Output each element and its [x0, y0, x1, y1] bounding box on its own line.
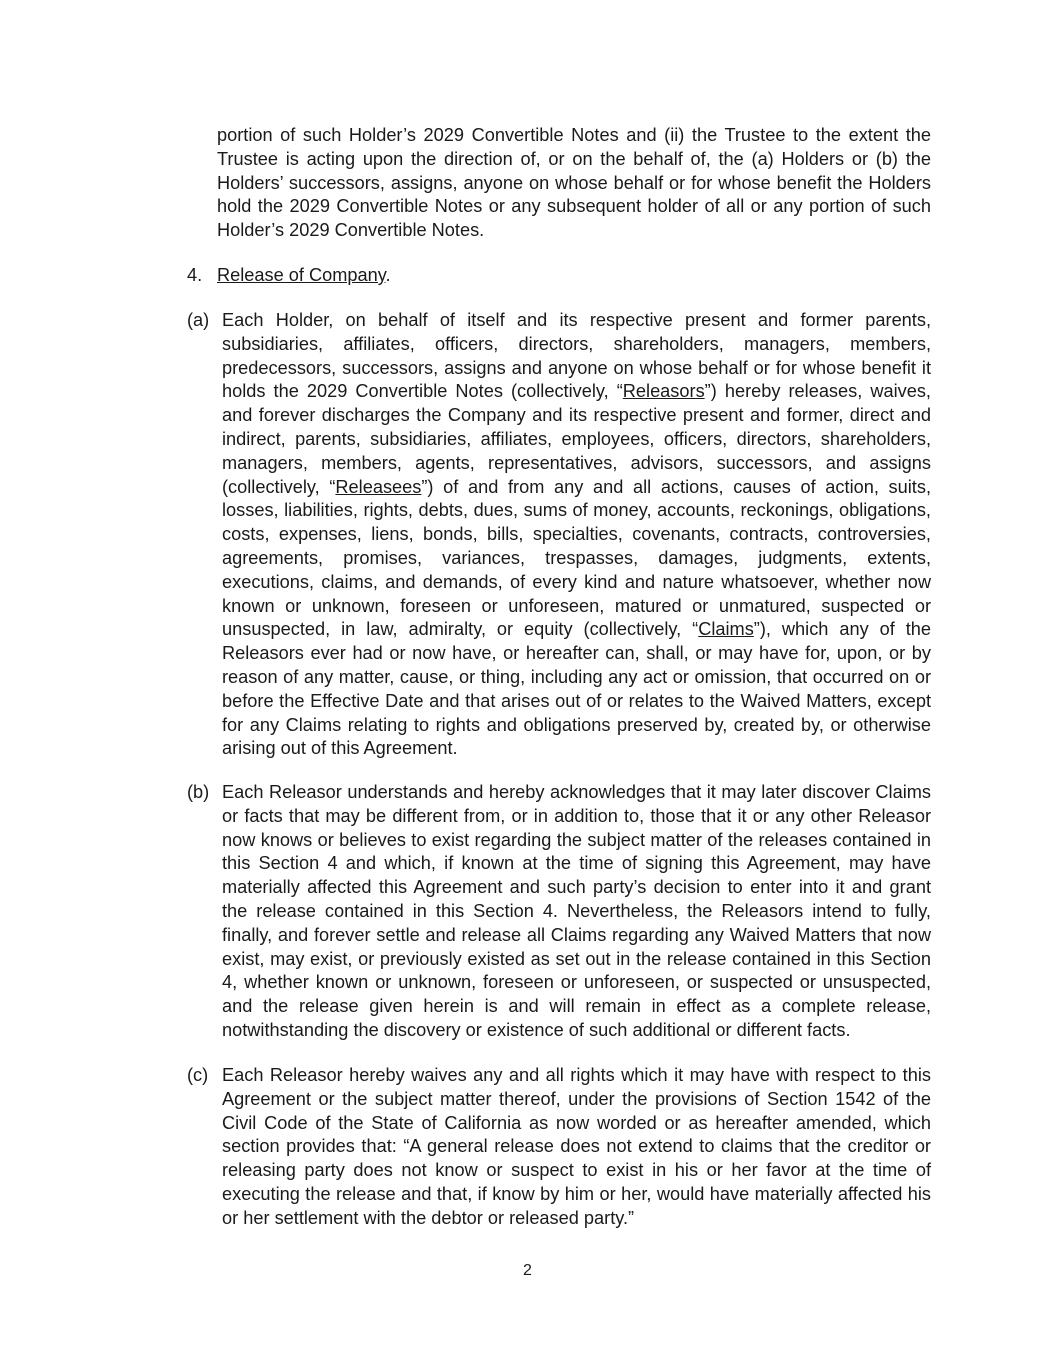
- section-number: 4.: [187, 265, 203, 285]
- release-clause-c: [187, 1064, 931, 1231]
- clause-body-c: Each Releasor hereby waives any and all rights which it may have with respect to this Agreement or the subject matter thereof, under the provisions of Section 1542 of the Civil Code of the State of California as now worded or as hereafter amended, which section provides that: “A general release does not extend to claims that the creditor or releasing party does not know or suspect to exist in his or her favor at the time of executing the release and that, if know by him or her, would have materially affected his or her settlement with the debtor or released party.”: [222, 1065, 931, 1228]
- defined-term-releasees: Releasees: [335, 476, 422, 497]
- clause-body-a: [222, 309, 931, 761]
- clause-a-text-4: ”), which any of the Releasors ever had or now have, or hereafter can, shall, or may have for, upon, or by reason of any matter, cause, or thing, including any act or omission, that occurred on or before the Effective Date and that arises out of or relates to the Waived Matters, except for any Claims relating to rights and obligations preserved by, created by, or otherwise arising out of this Agreement.: [222, 619, 932, 759]
- clause-label-c: (c): [187, 1065, 209, 1085]
- clause-label-a: (a): [187, 310, 210, 330]
- clause-body-b: Each Releasor understands and hereby acknowledges that it may later discover Claims or facts that may be different from, or in addition to, those that it or any other Releasor now knows or believes to exist regarding the subject matter of the releases contained in this Section 4 and which, if known at the time of signing this Agreement, may have materially affected this Agreement and such party’s decision to enter into it and grant the release contained in this Section 4. Nevertheless, the Releasors intend to fully, finally, and forever settle and release all Claims regarding any Waived Matters that now exist, may exist, or previously existed as set out in the release contained in this Section 4, whether known or unknown, foreseen or unforeseen, or suspected or unsuspected, and the release given herein is and will remain in effect as a complete release, notwithstanding the discovery or existence of such additional or different facts.: [222, 782, 931, 1040]
- release-clause-a: [187, 309, 931, 761]
- clause-label-b: (b): [187, 782, 210, 802]
- section-heading: [187, 264, 391, 288]
- section-title-period: .: [385, 265, 391, 285]
- section-title: Release of Company: [217, 265, 386, 285]
- release-clause-b: [187, 781, 931, 1043]
- page-number: 2: [523, 1262, 532, 1279]
- clause-a-text-2: ”) hereby releases, waives, and forever discharges the Company and its respective present and former, direct and indirect, parents, subsidiaries, affiliates, employees, officers, directors, shareholders, managers, members, agents, representatives, advisors, successors, and assigns (collectively, “: [222, 381, 931, 497]
- clause-a-text-1: Each Holder, on behalf of itself and its respective present and former parents, subsidiaries, affiliates, officers, directors, shareholders, managers, members, predecessors, successors, assigns and anyone on whose behalf or for whose benefit it holds the 2029 Convertible Notes (collectively, “: [222, 310, 931, 402]
- defined-term-claims: Claims: [698, 619, 754, 640]
- defined-term-releasors: Releasors: [622, 381, 705, 402]
- continuation-paragraph: portion of such Holder’s 2029 Convertible Notes and (ii) the Trustee to the extent the Trustee is acting upon the direction of, or on the behalf of, the (a) Holders or (b) the Holders’ successors, assigns, anyone on whose behalf or for whose benefit the Holders hold the 2029 Convertible Notes or any subsequent holder of all or any portion of such Holder’s 2029 Convertible Notes.: [217, 125, 931, 241]
- clause-a-text-3: ”) of and from any and all actions, causes of action, suits, losses, liabilities, rights, debts, dues, sums of money, accounts, reckonings, obligations, costs, expenses, liens, bonds, bills, specialties, covenants, contracts, controversies, agreements, promises, variances, trespasses, damages, judgments, extents, executions, claims, and demands, of every kind and nature whatsoever, whether now known or unknown, foreseen or unforeseen, matured or unmatured, suspected or unsuspected, in law, admiralty, or equity (collectively, “: [222, 476, 931, 640]
